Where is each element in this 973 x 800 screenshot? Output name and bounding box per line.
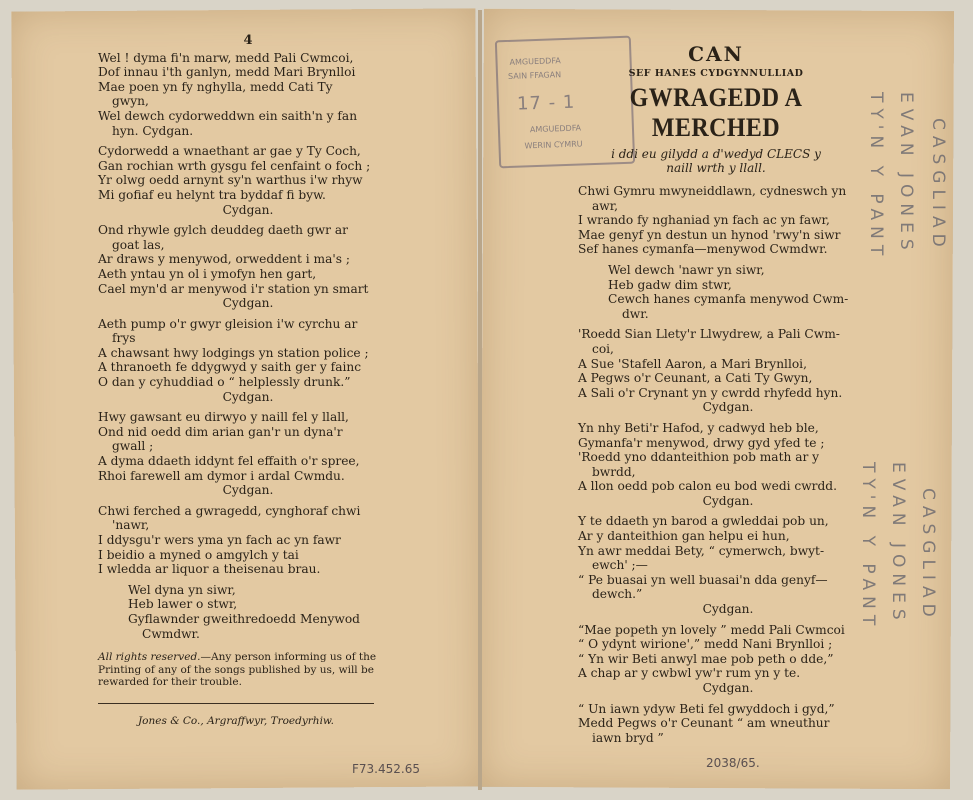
left-page-text	[98, 34, 398, 728]
left-stanzas	[98, 51, 398, 577]
right-stanza	[578, 514, 878, 616]
right-verse-line: Chwi Gymru mwyneiddlawn, cydneswch yn	[578, 184, 847, 198]
left-stanza	[98, 317, 398, 405]
right-verse-line: Mae genyf yn destun un hynod 'rwy'n siwr	[578, 227, 841, 242]
right-verse-line: “ O ydynt wirione',” medd Nani Brynlloi ;	[578, 637, 833, 652]
right-stanza	[578, 421, 878, 509]
right-verse-line: dwr.	[622, 306, 649, 321]
copyright-notice	[98, 651, 398, 689]
right-verse-line: “Mae popeth yn lovely ” medd Pali Cwmcoi	[578, 622, 845, 637]
stamp-line-4: WERIN CYMRU	[524, 139, 583, 151]
left-verse-line: Ond rhywle gylch deuddeg daeth gwr ar	[98, 223, 348, 238]
left-verse-line: gwall ;	[112, 439, 154, 454]
song-title-block	[588, 42, 844, 175]
right-verse-line: A Sue 'Stafell Aaron, a Mari Brynlloi,	[578, 356, 807, 371]
chorus-marker: Cydgan.	[222, 389, 274, 404]
stamp-tyn-y-pant-top: TY'N Y PANT	[866, 92, 886, 262]
page-number: 4	[243, 33, 253, 48]
left-verse-line: hyn. Cydgan.	[112, 123, 194, 138]
stamp-line-3: AMGUEDDFA	[529, 123, 582, 135]
right-verse-line: Gymanfa'r menywod, drwy gyd yfed te ;	[578, 435, 825, 450]
stamp-casgliad-top: CASGLIAD	[928, 118, 948, 253]
left-verse-line: A thranoeth fe ddygwyd y saith ger y fainc	[98, 360, 362, 375]
left-verse-line: 'nawr,	[112, 518, 150, 533]
stamp-line-2: SAIN FFAGAN	[507, 70, 562, 81]
right-verse-line: coi,	[592, 341, 614, 356]
right-verse-line: iawn bryd ”	[592, 730, 664, 745]
refrain-line: Wel dyna yn siwr,	[128, 582, 236, 597]
left-verse-line: O dan y cyhuddiad o “ helplessly drunk.”	[98, 375, 351, 390]
right-stanza	[578, 184, 878, 257]
stamp-evan-jones-bottom: EVAN JONES	[888, 462, 908, 626]
page-fold	[478, 10, 482, 790]
right-verse-line: Ar y danteithion gan helpu ei hun,	[578, 529, 790, 544]
right-verse-line: I wrando fy nghaniad yn fach ac yn fawr,	[578, 213, 830, 228]
right-verse-line: Yn nhy Beti'r Hafod, y cadwyd heb ble,	[578, 420, 819, 435]
chorus-marker: Cydgan.	[702, 681, 754, 695]
left-verse-line: goat las,	[112, 237, 165, 252]
left-verse-line: gwyn,	[112, 94, 149, 109]
left-verse-line: Ond nid oedd dim arian gan'r un dyna'r	[98, 424, 343, 439]
chorus-marker: Cydgan.	[702, 493, 754, 508]
right-verse-line: Sef hanes cymanfa—menywod Cwmdwr.	[578, 242, 828, 257]
refrain-line: Heb lawer o stwr,	[128, 597, 238, 612]
chorus-marker: Cydgan.	[222, 296, 274, 311]
stamp-date: 17 - 1	[516, 91, 576, 115]
right-stanza	[578, 327, 878, 415]
chorus-marker: Cydgan.	[702, 602, 754, 617]
left-refrain	[98, 583, 398, 641]
right-verse-line: Cewch hanes cymanfa menywod Cwm-	[608, 292, 849, 307]
right-stanzas	[578, 184, 878, 745]
subtitle-2: naill wrth y llall.	[666, 161, 766, 175]
right-verse-line: 'Roedd Sian Llety'r Llwydrew, a Pali Cwm-	[578, 327, 840, 342]
left-verse-line: Cydorwedd a wnaethant ar gae y Ty Coch,	[98, 144, 361, 159]
handwritten-ref-right: 2038/65.	[706, 756, 760, 770]
right-verse-line: 'Roedd yno ddanteithion pob math ar y	[578, 450, 820, 465]
left-verse-line: Cael myn'd ar menywod i'r station yn smart	[98, 281, 369, 296]
chorus-marker: Cydgan.	[222, 202, 274, 217]
left-verse-line: Wel dewch cydorweddwn ein saith'n y fan	[98, 108, 358, 123]
title-sef: SEF HANES CYDGYNNULLIAD	[628, 68, 804, 79]
right-verse-line: bwrdd,	[592, 464, 636, 479]
right-verse-line: A llon oedd pob calon eu bod wedi cwrdd.	[578, 479, 837, 494]
subtitle-1: i ddi eu gilydd a d'wedyd CLECS y	[611, 147, 821, 161]
refrain-line: Gyflawnder gweithredoedd Menywod	[128, 611, 360, 626]
left-verse-line: frys	[112, 331, 136, 346]
left-verse-line: Aeth yntau yn ol i ymofyn hen gart,	[98, 266, 317, 281]
left-verse-line: Chwi ferched a gwragedd, cynghoraf chwi	[98, 503, 361, 518]
left-stanza	[98, 504, 398, 577]
left-verse-line: I ddysgu'r wers yma yn fach ac yn fawr	[98, 533, 341, 547]
left-verse-line: A dyma ddaeth iddynt fel effaith o'r spree,	[98, 454, 360, 469]
divider	[98, 703, 374, 704]
left-verse-line: Gan rochian wrth gysgu fel cenfaint o foch ;	[98, 158, 371, 173]
stamp-evan-jones-top: EVAN JONES	[896, 92, 916, 256]
title-main: GWRAGEDD A MERCHED	[629, 83, 803, 142]
printer-imprint: Jones & Co., Argraffwyr, Troedyrhiw.	[137, 714, 335, 727]
left-stanza	[98, 410, 398, 498]
right-verse-line: A Sali o'r Crynant yn y cwrdd rhyfedd hyn.	[578, 385, 843, 400]
left-verse-line: Wel ! dyma fi'n marw, medd Pali Cwmcoi,	[98, 50, 354, 65]
left-verse-line: Aeth pump o'r gwyr gleision i'w cyrchu ar	[98, 316, 358, 331]
left-verse-line: A chawsant hwy lodgings yn station police ;	[98, 345, 369, 360]
right-verse-line: Medd Pegws o'r Ceunant “ am wneuthur	[578, 716, 830, 731]
left-verse-line: Rhoi farewell am dymor i ardal Cwmdu.	[98, 468, 345, 483]
left-verse-line: Mi gofiaf eu helynt tra byddaf fi byw.	[98, 187, 326, 202]
right-stanza	[578, 263, 878, 321]
left-verse-line: Yr olwg oedd arnynt sy'n warthus i'w rhyw	[98, 173, 363, 188]
left-stanza	[98, 51, 398, 139]
stamp-line-1: AMGUEDDFA	[509, 56, 561, 67]
right-verse-line: ewch' ;—	[592, 558, 648, 573]
left-verse-line: Hwy gawsant eu dirwyo y naill fel y llall,	[98, 410, 349, 425]
left-verse-line: Dof innau i'th ganlyn, medd Mari Brynlloi	[98, 65, 356, 80]
right-verse-line: Heb gadw dim stwr,	[608, 277, 732, 292]
right-verse-line: awr,	[592, 198, 619, 213]
right-stanza	[578, 623, 878, 696]
right-page-text	[578, 184, 878, 751]
right-verse-line: Yn awr meddai Bety, “ cymerwch, bwyt-	[578, 543, 825, 558]
notice-lead: All rights reserved.	[98, 651, 201, 664]
stamp-casgliad-bottom: CASGLIAD	[918, 488, 938, 623]
left-verse-line: I beidio a myned o amgylch y tai	[98, 547, 299, 562]
right-verse-line: “ Un iawn ydyw Beti fel gwyddoch i gyd,”	[578, 701, 835, 716]
right-verse-line: A chap ar y cwbwl yw'r rum yn y te.	[578, 666, 801, 681]
refrain-line: Cwmdwr.	[142, 626, 200, 641]
chorus-marker: Cydgan.	[222, 483, 274, 498]
left-verse-line: Ar draws y menywod, orweddent i ma's ;	[98, 252, 350, 267]
right-verse-line: Wel dewch 'nawr yn siwr,	[608, 262, 765, 277]
right-verse-line: “ Yn wir Beti anwyl mae pob peth o dde,”	[578, 651, 834, 666]
left-verse-line: Mae poen yn fy nghylla, medd Cati Ty	[98, 79, 333, 94]
right-verse-line: dewch.”	[592, 587, 643, 602]
chorus-marker: Cydgan.	[702, 400, 754, 415]
left-stanza	[98, 223, 398, 311]
right-verse-line: A Pegws o'r Ceunant, a Cati Ty Gwyn,	[578, 371, 813, 386]
right-stanza	[578, 702, 878, 746]
notice-body: —Any person informing us of the Printing of any of the songs published by us, will be rewarded for their trouble.	[98, 651, 377, 689]
right-verse-line: Y te ddaeth yn barod a gwleddai pob un,	[578, 514, 829, 529]
left-stanza	[98, 144, 398, 217]
stamp-tyn-y-pant-bottom: TY'N Y PANT	[858, 462, 878, 632]
handwritten-ref-left: F73.452.65	[352, 762, 420, 776]
title-can: CAN	[688, 42, 744, 66]
left-verse-line: I wledda ar liquor a theisenau brau.	[98, 562, 321, 577]
right-verse-line: “ Pe buasai yn well buasai'n dda genyf—	[578, 572, 828, 587]
